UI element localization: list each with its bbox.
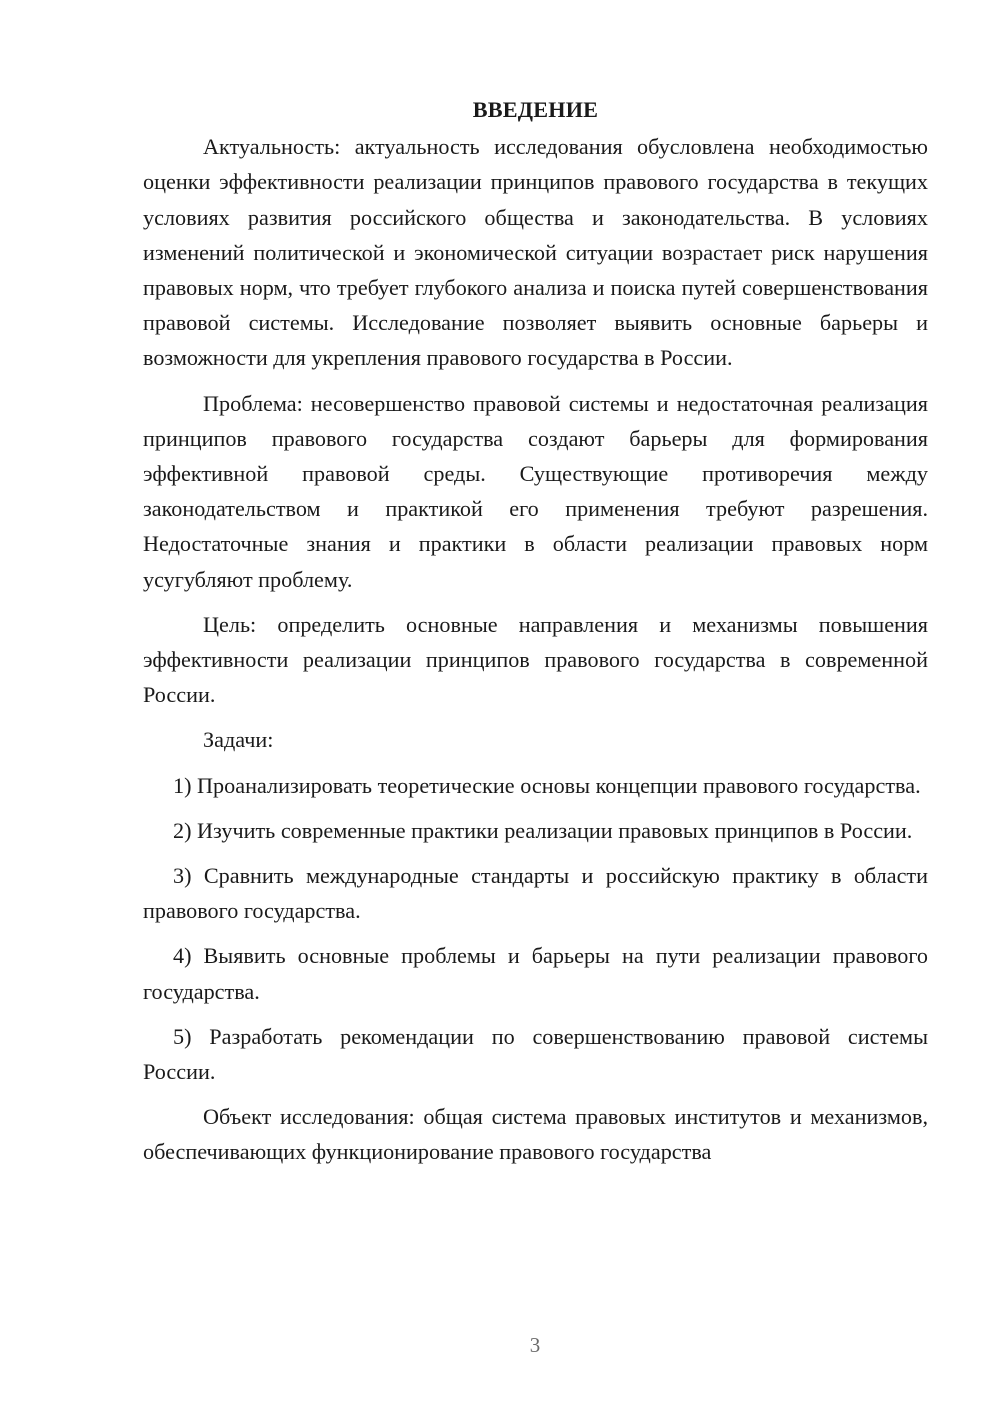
relevance-paragraph: Актуальность: актуальность исследования обусловлена необходимостью оценки эффективности реализации принципов правового государства в текущих условиях развития российского общества и законодательства. В условиях изменений политической и экономической ситуации возрастает риск нарушения правовых норм, что требует глубокого анализа и поиска путей совершенствования правовой системы. Исследование позволяет выявить основные барьеры и возможности для укрепления правового государства в России. <box>143 134 928 371</box>
task-item: 4) Выявить основные проблемы и барьеры на пути реализации правового государства. <box>143 943 928 1004</box>
page-content <box>143 92 928 1170</box>
task-item: 2) Изучить современные практики реализации правовых принципов в России. <box>173 817 913 843</box>
tasks-heading: Задачи: <box>203 727 274 753</box>
problem-paragraph: Проблема: несовершенство правовой системы и недостаточная реализация принципов правового государства создают барьеры для формирования эффективной правовой среды. Существующие противоречия между законодательством и практикой его применения требуют разрешения. Недостаточные знания и практики в области реализации правовых норм усугубляют проблему. <box>143 390 928 592</box>
task-item: 1) Проанализировать теоретические основы концепции правового государства. <box>173 772 921 798</box>
object-paragraph: Объект исследования: общая система правовых институтов и механизмов, обеспечивающих функционирование правового государства <box>143 1104 928 1165</box>
task-item: 5) Разработать рекомендации по совершенствованию правовой системы России. <box>143 1023 928 1085</box>
goal-paragraph: Цель: определить основные направления и механизмы повышения эффективности реализации принципов правового государства в современной России. <box>143 611 928 708</box>
section-heading: ВВЕДЕНИЕ <box>472 97 599 122</box>
page-number: 3 <box>529 1333 541 1357</box>
task-item: 3) Сравнить международные стандарты и российскую практику в области правового государства. <box>143 863 928 924</box>
